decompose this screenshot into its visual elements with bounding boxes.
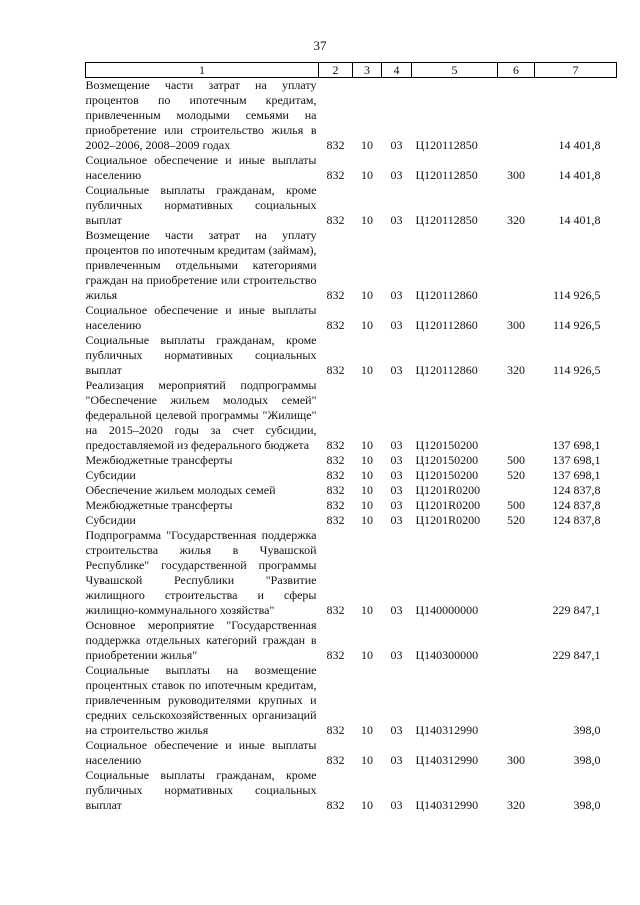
amount: 229 847,1 (552, 603, 601, 617)
table-row (86, 183, 617, 228)
table-row (86, 528, 617, 618)
section-code: 10 (361, 648, 373, 662)
subsection-code: 03 (390, 288, 403, 302)
section-code: 10 (361, 603, 373, 617)
amount: 124 837,8 (552, 498, 601, 512)
amount: 137 698,1 (552, 468, 601, 482)
section-code: 10 (361, 513, 373, 527)
target-item-code: Ц1201R0200 (415, 513, 481, 527)
item-name: Социальные выплаты гражданам, кроме публичных нормативных социальных выплат (85, 183, 317, 227)
table-row (86, 738, 617, 768)
target-item-code: Ц140000000 (415, 603, 479, 617)
target-item-code: Ц120150200 (415, 438, 479, 452)
subsection-code: 03 (390, 213, 403, 227)
table-row (86, 513, 617, 528)
amount: 137 698,1 (552, 453, 601, 467)
target-item-code: Ц120112850 (415, 168, 478, 182)
subsection-code: 03 (390, 318, 403, 332)
section-code: 10 (361, 438, 373, 452)
section-code: 10 (361, 723, 373, 737)
table-row (86, 453, 617, 468)
item-name: Межбюджетные трансферты (85, 453, 233, 467)
table-row (86, 663, 617, 738)
item-name: Субсидии (85, 468, 136, 482)
expense-type-code: 500 (507, 453, 525, 467)
section-code: 10 (361, 753, 373, 767)
expense-type-code: 520 (507, 468, 525, 482)
expense-type-code (498, 528, 535, 618)
ministry-code: 832 (326, 363, 345, 377)
target-item-code: Ц120150200 (415, 453, 479, 467)
amount: 14 401,8 (558, 138, 601, 152)
ministry-code: 832 (326, 213, 345, 227)
target-item-code: Ц120150200 (415, 468, 479, 482)
subsection-code: 03 (390, 498, 403, 512)
header-col-1: 1 (86, 63, 319, 78)
section-code: 10 (361, 168, 373, 182)
expense-type-code (498, 78, 535, 154)
ministry-code: 832 (326, 648, 345, 662)
section-code: 10 (361, 798, 373, 812)
item-name: Социальные выплаты гражданам, кроме публичных нормативных социальных выплат (85, 768, 317, 812)
expense-type-code: 320 (507, 213, 525, 227)
header-col-3: 3 (353, 63, 382, 78)
section-code: 10 (361, 363, 373, 377)
ministry-code: 832 (326, 483, 345, 497)
ministry-code: 832 (326, 468, 345, 482)
ministry-code: 832 (326, 513, 345, 527)
item-name: Социальное обеспечение и иные выплаты населению (85, 153, 317, 182)
expense-type-code: 320 (507, 363, 525, 377)
item-name: Социальные выплаты гражданам, кроме публичных нормативных социальных выплат (85, 333, 317, 377)
table-row (86, 333, 617, 378)
ministry-code: 832 (326, 288, 345, 302)
expense-type-code: 320 (507, 798, 525, 812)
expense-type-code: 300 (507, 168, 525, 182)
amount: 229 847,1 (552, 648, 601, 662)
amount: 398,0 (573, 798, 601, 812)
item-name: Возмещение части затрат на уплату процентов по ипотечным кредитам (займам), привлеченным отдельными категориями граждан на приобретение или строительство жилья (85, 228, 317, 302)
ministry-code: 832 (326, 453, 345, 467)
expense-type-code: 500 (507, 498, 525, 512)
subsection-code: 03 (390, 468, 403, 482)
header-col-5: 5 (412, 63, 498, 78)
target-item-code: Ц140312990 (415, 723, 479, 737)
target-item-code: Ц140300000 (415, 648, 479, 662)
expense-type-code (498, 228, 535, 303)
item-name: Возмещение части затрат на уплату процентов по ипотечным кредитам, привлеченным молодыми семьями на приобретение или строительство жилья в 2002–2006, 2008–2009 годах (85, 78, 317, 152)
target-item-code: Ц120112850 (415, 138, 478, 152)
section-code: 10 (361, 468, 373, 482)
amount: 114 926,5 (552, 288, 601, 302)
subsection-code: 03 (390, 723, 403, 737)
ministry-code: 832 (326, 138, 345, 152)
section-code: 10 (361, 213, 373, 227)
item-name: Социальное обеспечение и иные выплаты населению (85, 303, 317, 332)
subsection-code: 03 (390, 453, 403, 467)
section-code: 10 (361, 318, 373, 332)
page-number: 37 (313, 38, 327, 53)
table-row (86, 618, 617, 663)
item-name: Реализация мероприятий подпрограммы "Обеспечение жильем молодых семей" федеральной целевой программы "Жилище" на 2015–2020 годы за счет субсидии, предоставляемой из федерального бюджета (85, 378, 317, 452)
expense-type-code (498, 663, 535, 738)
item-name: Субсидии (85, 513, 136, 527)
item-name: Социальные выплаты на возмещение процентных ставок по ипотечным кредитам, привлеченным руководителями крупных и средних сельскохозяйственных организаций на строительство жилья (85, 663, 317, 737)
item-name: Межбюджетные трансферты (85, 498, 233, 512)
expense-type-code (498, 618, 535, 663)
target-item-code: Ц120112860 (415, 288, 478, 302)
table-row (86, 468, 617, 483)
table-row (86, 768, 617, 813)
section-code: 10 (361, 453, 373, 467)
subsection-code: 03 (390, 363, 403, 377)
section-code: 10 (361, 288, 373, 302)
table-row (86, 303, 617, 333)
amount: 124 837,8 (552, 483, 601, 497)
subsection-code: 03 (390, 483, 403, 497)
ministry-code: 832 (326, 798, 345, 812)
subsection-code: 03 (390, 138, 403, 152)
amount: 124 837,8 (552, 513, 601, 527)
amount: 114 926,5 (552, 363, 601, 377)
section-code: 10 (361, 498, 373, 512)
section-code: 10 (361, 138, 373, 152)
ministry-code: 832 (326, 723, 345, 737)
expense-type-code (498, 378, 535, 453)
subsection-code: 03 (390, 753, 403, 767)
subsection-code: 03 (390, 798, 403, 812)
header-col-6: 6 (498, 63, 535, 78)
ministry-code: 832 (326, 753, 345, 767)
subsection-code: 03 (390, 603, 403, 617)
item-name: Подпрограмма "Государственная поддержка строительства жилья в Чувашской Республике" государственной программы Чувашской Республики "Развитие жилищного строительства и сферы жилищно-коммунального хозяйства" (85, 528, 317, 617)
table-body (86, 78, 617, 814)
item-name: Социальное обеспечение и иные выплаты населению (85, 738, 317, 767)
item-name: Обеспечение жильем молодых семей (85, 483, 276, 497)
target-item-code: Ц140312990 (415, 798, 479, 812)
expense-type-code: 300 (507, 753, 525, 767)
expense-type-code: 300 (507, 318, 525, 332)
amount: 398,0 (573, 753, 601, 767)
ministry-code: 832 (326, 438, 345, 452)
ministry-code: 832 (326, 603, 345, 617)
subsection-code: 03 (390, 438, 403, 452)
section-code: 10 (361, 483, 373, 497)
header-row (86, 63, 617, 78)
target-item-code: Ц120112860 (415, 363, 478, 377)
table-row (86, 378, 617, 453)
table-row (86, 483, 617, 498)
amount: 14 401,8 (558, 168, 601, 182)
amount: 14 401,8 (558, 213, 601, 227)
item-name: Основное мероприятие "Государственная поддержка отдельных категорий граждан в приобретении жилья" (85, 618, 317, 662)
target-item-code: Ц140312990 (415, 753, 479, 767)
target-item-code: Ц120112850 (415, 213, 478, 227)
amount: 137 698,1 (552, 438, 601, 452)
header-col-4: 4 (382, 63, 412, 78)
amount: 114 926,5 (552, 318, 601, 332)
expense-type-code: 520 (507, 513, 525, 527)
table-row (86, 228, 617, 303)
expense-type-code (498, 483, 535, 498)
ministry-code: 832 (326, 168, 345, 182)
target-item-code: Ц1201R0200 (415, 498, 481, 512)
table-row (86, 498, 617, 513)
budget-table (85, 62, 617, 813)
ministry-code: 832 (326, 318, 345, 332)
target-item-code: Ц1201R0200 (415, 483, 481, 497)
amount: 398,0 (573, 723, 601, 737)
target-item-code: Ц120112860 (415, 318, 478, 332)
ministry-code: 832 (326, 498, 345, 512)
table-row (86, 78, 617, 154)
header-col-7: 7 (535, 63, 617, 78)
subsection-code: 03 (390, 168, 403, 182)
header-col-2: 2 (319, 63, 353, 78)
table-header (86, 63, 617, 78)
table-row (86, 153, 617, 183)
subsection-code: 03 (390, 513, 403, 527)
subsection-code: 03 (390, 648, 403, 662)
